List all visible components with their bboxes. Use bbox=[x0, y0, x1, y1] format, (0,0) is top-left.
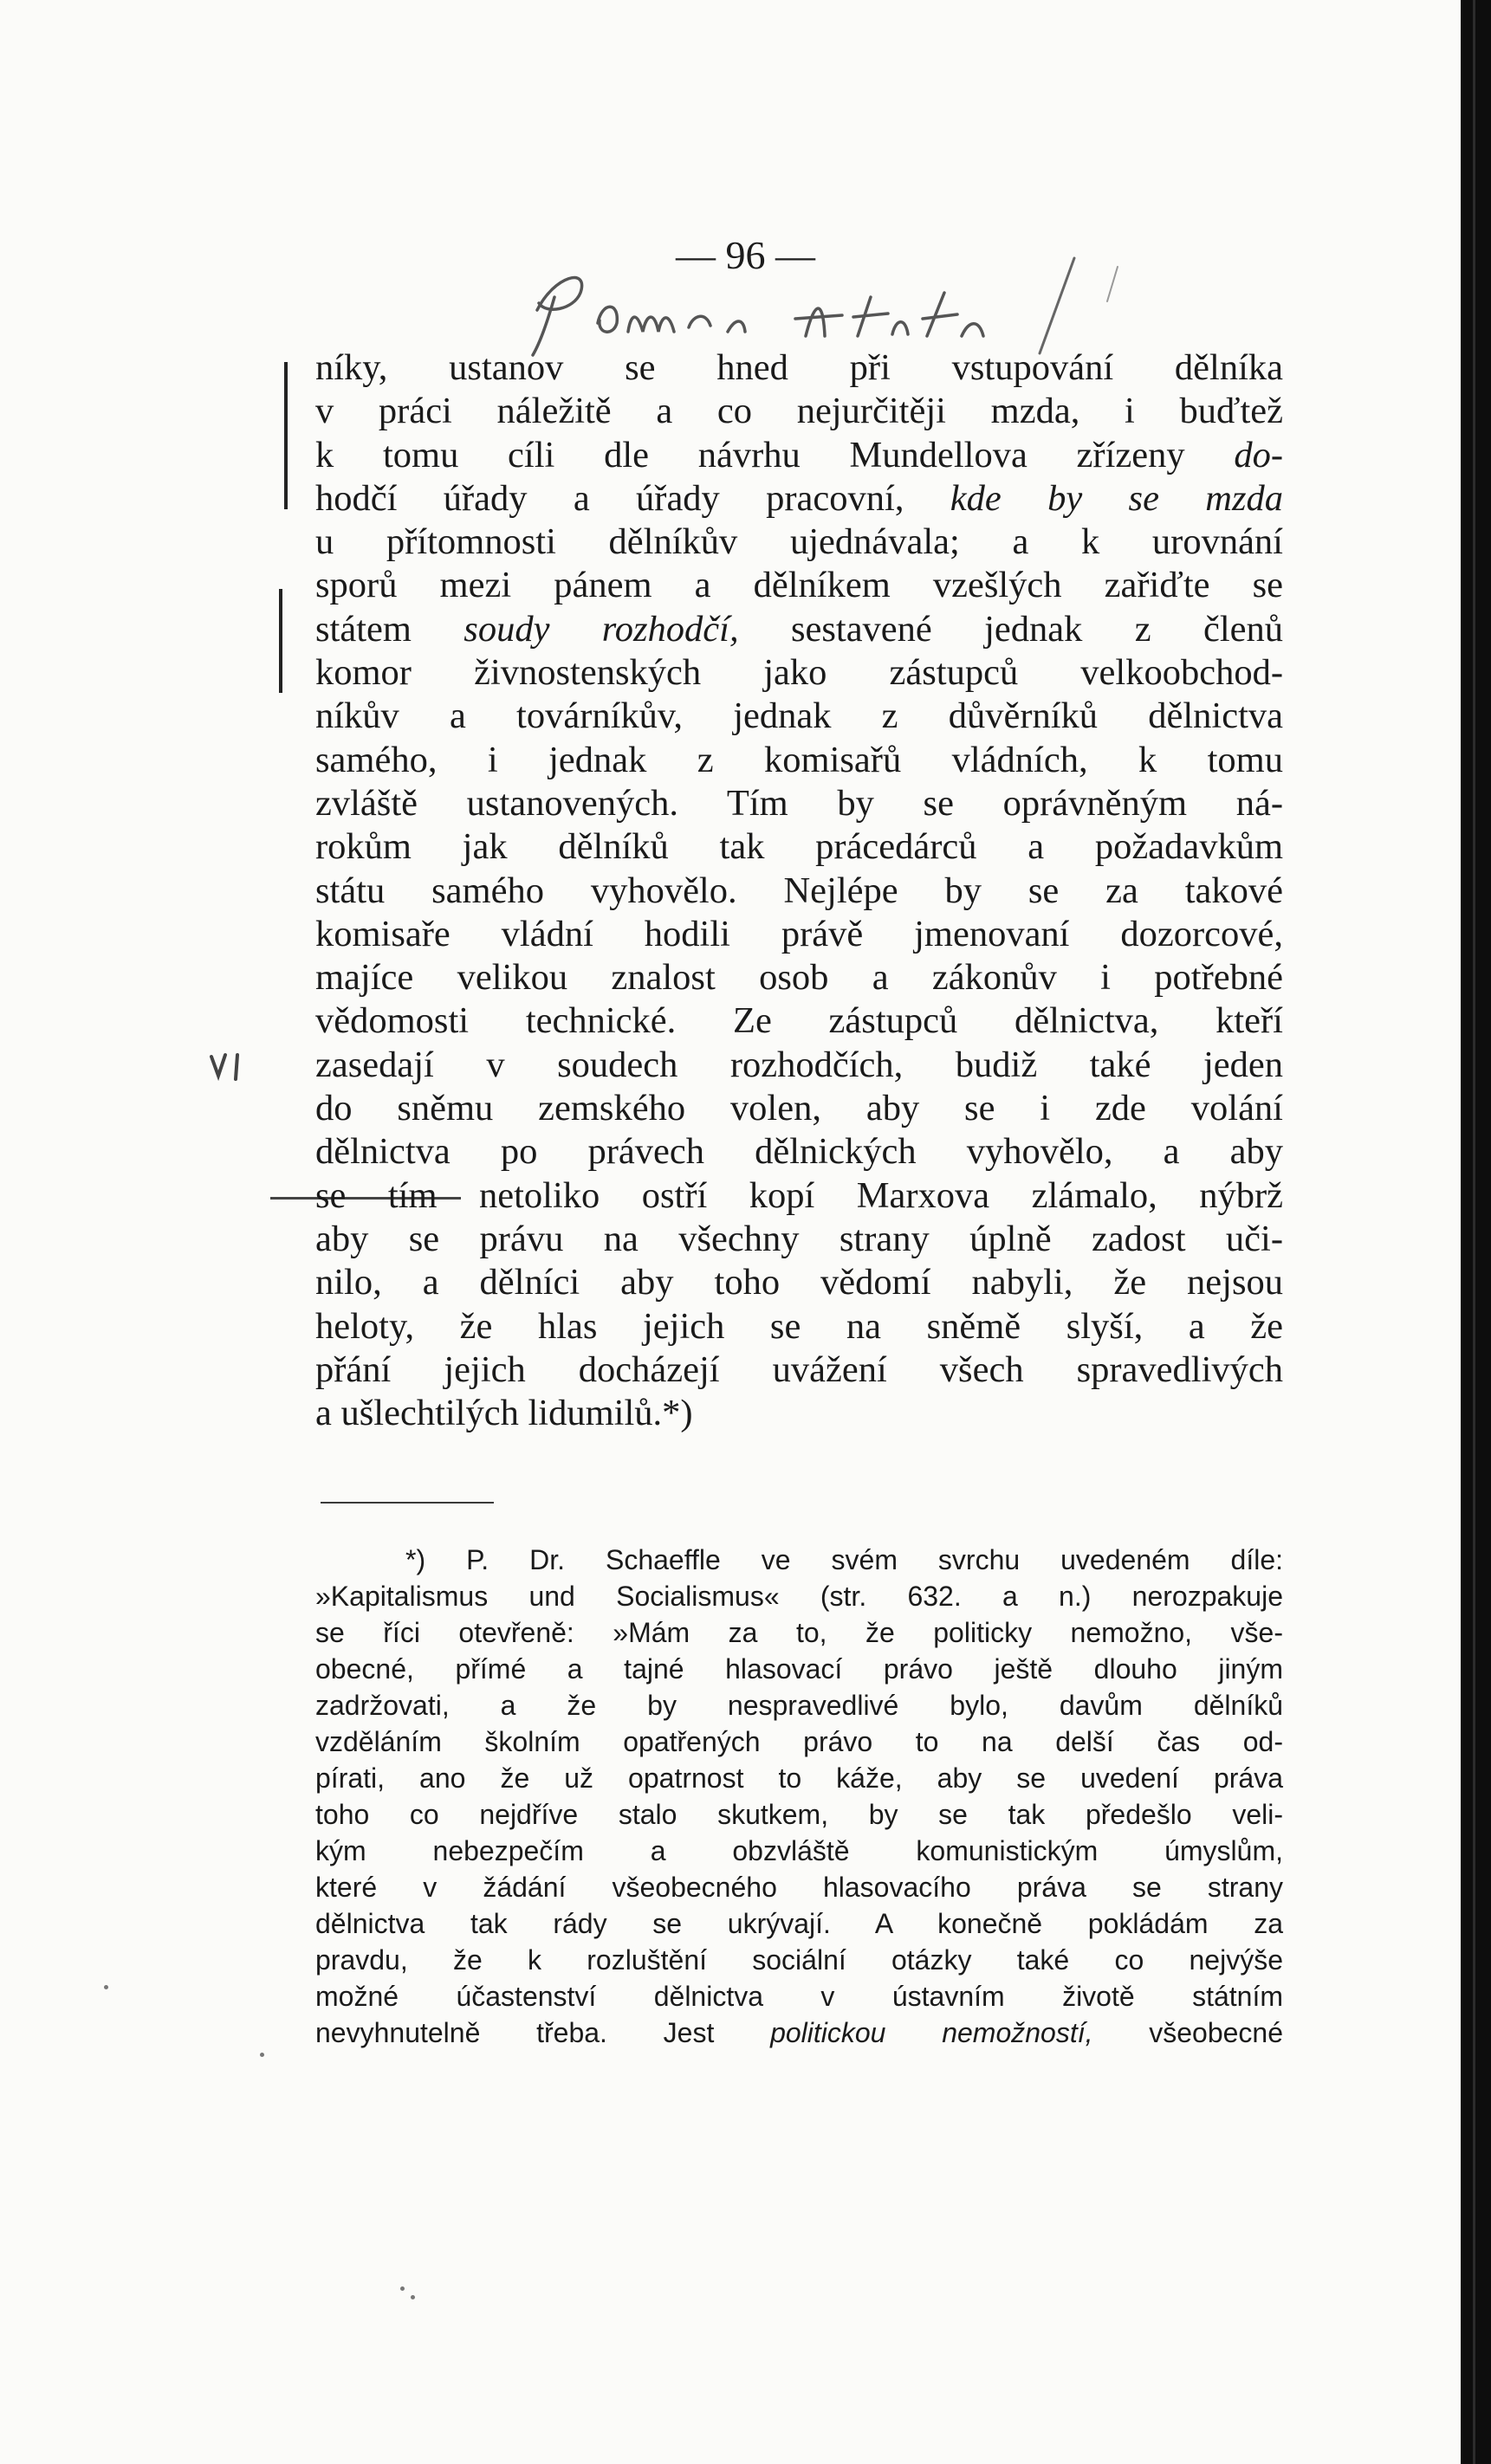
scan-speck bbox=[411, 2295, 415, 2299]
text-line: a ušlechtilých lidumilů.*) bbox=[315, 1393, 693, 1434]
footnote-line: pravdu, že k rozluštění sociální otázky také co nejvýše bbox=[315, 1944, 1283, 1976]
handwritten-annotation bbox=[520, 249, 1126, 362]
text-line: aby se právu na všechny strany úplně zadost uči- bbox=[315, 1218, 1283, 1259]
italic-phrase: soudy rozhodčí, bbox=[464, 608, 739, 650]
footnote-line: toho co nejdříve stalo skutkem, by se tak předešlo veli- bbox=[315, 1799, 1283, 1830]
scan-speck bbox=[104, 1985, 108, 1989]
handwritten-annotation-drawing bbox=[520, 249, 1126, 362]
footnote bbox=[315, 1542, 1283, 2051]
footnote-separator bbox=[321, 1502, 494, 1504]
footnote-line: *) P. Dr. Schaeffle ve svém svrchu uvedeném díle: bbox=[405, 1544, 1283, 1575]
text-line: zasedají v soudech rozhodčích, budiž také jeden bbox=[315, 1044, 1283, 1085]
text-line: zvláště ustanovených. Tím by se oprávněným ná- bbox=[315, 782, 1283, 824]
text-line: dělnictva po právech dělnických vyhovělo, a aby bbox=[315, 1131, 1283, 1173]
footnote-line: »Kapitalismus und Socialismus« (str. 632. a n.) nerozpakuje bbox=[315, 1581, 1283, 1612]
text-line: majíce velikou znalost osob a zákonův i potřebné bbox=[315, 957, 1283, 999]
text-line: u přítomnosti dělníkův ujednávala; a k urovnání bbox=[315, 521, 1283, 563]
footnote-line: obecné, přímé a tajné hlasovací právo ještě dlouho jiným bbox=[315, 1653, 1283, 1685]
margin-handwritten-mark bbox=[208, 1050, 248, 1084]
text-line: státem soudy rozhodčí, sestavené jednak z členů bbox=[315, 608, 1283, 650]
text-line: samého, i jednak z komisařů vládních, k tomu bbox=[315, 739, 1283, 780]
body-text bbox=[315, 346, 1283, 1435]
page-number: — 96 — bbox=[676, 233, 815, 277]
text-line: v práci náležitě a co nejurčitěji mzda, i buďtež bbox=[315, 391, 1283, 432]
scan-speck bbox=[260, 2053, 264, 2057]
italic-phrase: kde by se mzda bbox=[904, 477, 1283, 519]
footnote-line: možné účastenství dělnictva v ústavním životě státním bbox=[315, 1981, 1283, 2012]
text-line: k tomu cíli dle návrhu Mundellova zřízeny do- bbox=[315, 434, 1283, 475]
text-line: níky, ustanov se hned při vstupování dělníka bbox=[315, 347, 1283, 388]
footnote-line: vzděláním školním opatřených právo to na delší čas od- bbox=[315, 1726, 1283, 1757]
scan-speck bbox=[400, 2286, 405, 2291]
text-line: komor živnostenských jako zástupců velkoobchod- bbox=[315, 652, 1283, 694]
italic-phrase: do- bbox=[1234, 434, 1283, 475]
text-line: komisaře vládní hodili právě jmenovaní dozorcové, bbox=[315, 913, 1283, 954]
footnote-line: nevyhnutelně třeba. Jest politickou nemožností, všeobecné bbox=[315, 2017, 1284, 2048]
text-line: přání jejich docházejí uvážení všech spravedlivých bbox=[315, 1348, 1283, 1390]
footnote-line: které v žádání všeobecného hlasovacího práva se strany bbox=[315, 1872, 1283, 1903]
margin-bar-mid bbox=[279, 589, 282, 693]
text-line: heloty, že hlas jejich se na sněmě slyší, a že bbox=[315, 1305, 1283, 1347]
footnote-line: se říci otevřeně: »Mám za to, že politicky nemožno, vše- bbox=[315, 1617, 1283, 1648]
text-line: vědomosti technické. Ze zástupců dělnictva, kteří bbox=[315, 1000, 1283, 1042]
text-line: sporů mezi pánem a dělníkem vzešlých zařiďte se bbox=[315, 565, 1283, 606]
text-line: do sněmu zemského volen, aby se i zde volání bbox=[315, 1088, 1283, 1129]
text-line: hodčí úřady a úřady pracovní, kde by se mzda bbox=[315, 477, 1283, 519]
text-line: nilo, a dělníci aby toho vědomí nabyli, že nejsou bbox=[315, 1262, 1283, 1303]
scan-edge-line bbox=[1473, 0, 1475, 2464]
text-line: níkův a továrníkův, jednak z důvěrníků dělnictva bbox=[315, 695, 1283, 737]
footnote-line: pírati, ano že už opatrnost to káže, aby se uvedení práva bbox=[315, 1762, 1283, 1794]
footnote-line: dělnictva tak rády se ukrývají. A konečně pokládám za bbox=[315, 1908, 1283, 1939]
text-line: se tím netoliko ostří kopí Marxova zlámalo, nýbrž bbox=[315, 1174, 1283, 1216]
scan-edge-shadow bbox=[1461, 0, 1491, 2464]
margin-bar-top bbox=[284, 362, 288, 509]
italic-phrase: politickou nemožností, bbox=[770, 2017, 1093, 2048]
footnote-line: zadržovati, a že by nespravedlivé bylo, davům dělníků bbox=[315, 1690, 1283, 1721]
text-line: rokům jak dělníků tak prácedárců a požadavkům bbox=[315, 826, 1283, 868]
text-line: státu samého vyhovělo. Nejlépe by se za takové bbox=[315, 870, 1283, 911]
footnote-line: kým nebezpečím a obzvláště komunistickým úmyslům, bbox=[315, 1835, 1283, 1866]
